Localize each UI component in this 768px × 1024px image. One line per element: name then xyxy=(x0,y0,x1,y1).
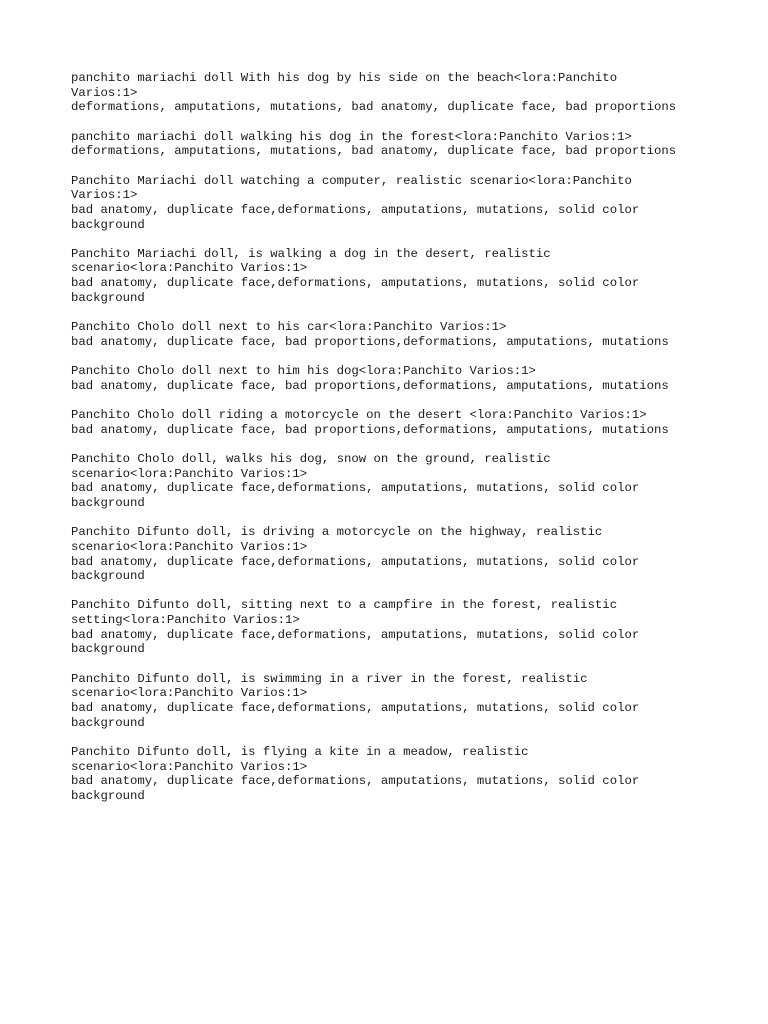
prompt-block xyxy=(71,320,711,349)
positive-prompt-line: Panchito Cholo doll riding a motorcycle on the desert <lora:Panchito Varios:1> xyxy=(71,408,647,422)
positive-prompt-line: Panchito Difunto doll, is swimming in a river in the forest, realistic xyxy=(71,671,588,686)
negative-prompt-line: bad anatomy, duplicate face, bad proportions,deformations, amputations, mutations xyxy=(71,422,669,437)
negative-prompt-line: bad anatomy, duplicate face,deformations, amputations, mutations, solid color xyxy=(71,554,640,569)
negative-prompt-line: bad anatomy, duplicate face, bad proportions,deformations, amputations, mutations xyxy=(71,378,669,393)
prompt-block xyxy=(71,364,711,393)
prompt-block xyxy=(71,598,711,657)
positive-prompt-line: scenario<lora:Panchito Varios:1> xyxy=(71,466,308,481)
positive-prompt-line: setting<lora:Panchito Varios:1> xyxy=(71,613,300,628)
prompt-block xyxy=(71,672,711,731)
prompt-block xyxy=(71,174,711,233)
document-page xyxy=(71,71,711,818)
positive-prompt-line: panchito mariachi doll walking his dog in the forest<lora:Panchito Varios:1> xyxy=(71,129,632,144)
negative-prompt-line: bad anatomy, duplicate face,deformations, amputations, mutations, solid color xyxy=(71,774,640,789)
positive-prompt-line: Panchito Cholo doll, walks his dog, snow on the ground, realistic xyxy=(71,451,551,466)
positive-prompt-line: panchito mariachi doll With his dog by his side on the beach<lora:Panchito xyxy=(71,71,618,85)
prompt-list xyxy=(71,71,711,804)
prompt-block xyxy=(71,247,711,306)
positive-prompt-line: Varios:1> xyxy=(71,85,138,100)
negative-prompt-line: bad anatomy, duplicate face,deformations, amputations, mutations, solid color xyxy=(71,701,640,716)
negative-prompt-line: background xyxy=(71,217,145,232)
positive-prompt-line: Panchito Difunto doll, is flying a kite in a meadow, realistic xyxy=(71,745,529,760)
negative-prompt-line: background xyxy=(71,290,145,305)
negative-prompt-line: background xyxy=(71,495,145,510)
negative-prompt-line: background xyxy=(71,642,145,657)
positive-prompt-line: scenario<lora:Panchito Varios:1> xyxy=(71,539,308,554)
negative-prompt-line: bad anatomy, duplicate face,deformations, amputations, mutations, solid color xyxy=(71,202,640,217)
positive-prompt-line: Panchito Mariachi doll, is walking a dog in the desert, realistic xyxy=(71,246,551,261)
negative-prompt-line: deformations, amputations, mutations, bad anatomy, duplicate face, bad proportions xyxy=(71,100,677,115)
negative-prompt-line: bad anatomy, duplicate face,deformations, amputations, mutations, solid color xyxy=(71,481,640,496)
positive-prompt-line: Varios:1> xyxy=(71,188,138,203)
positive-prompt-line: Panchito Mariachi doll watching a computer, realistic scenario<lora:Panchito xyxy=(71,173,632,188)
negative-prompt-line: bad anatomy, duplicate face,deformations, amputations, mutations, solid color xyxy=(71,276,640,291)
negative-prompt-line: background xyxy=(71,788,145,803)
prompt-block xyxy=(71,452,711,511)
positive-prompt-line: scenario<lora:Panchito Varios:1> xyxy=(71,261,308,276)
positive-prompt-line: scenario<lora:Panchito Varios:1> xyxy=(71,686,308,701)
positive-prompt-line: scenario<lora:Panchito Varios:1> xyxy=(71,759,308,774)
prompt-block xyxy=(71,745,711,804)
negative-prompt-line: bad anatomy, duplicate face,deformations, amputations, mutations, solid color xyxy=(71,627,640,642)
negative-prompt-line: deformations, amputations, mutations, bad anatomy, duplicate face, bad proportions xyxy=(71,144,677,159)
positive-prompt-line: Panchito Cholo doll next to him his dog<lora:Panchito Varios:1> xyxy=(71,364,536,379)
negative-prompt-line: bad anatomy, duplicate face, bad proportions,deformations, amputations, mutations xyxy=(71,334,669,349)
positive-prompt-line: Panchito Difunto doll, is driving a motorcycle on the highway, realistic xyxy=(71,525,603,540)
prompt-block xyxy=(71,130,711,159)
positive-prompt-line: Panchito Cholo doll next to his car<lora:Panchito Varios:1> xyxy=(71,320,507,335)
prompt-block xyxy=(71,525,711,584)
positive-prompt-line: Panchito Difunto doll, sitting next to a campfire in the forest, realistic xyxy=(71,598,618,613)
prompt-block xyxy=(71,408,711,437)
negative-prompt-line: background xyxy=(71,715,145,730)
prompt-block xyxy=(71,71,711,115)
negative-prompt-line: background xyxy=(71,569,145,584)
